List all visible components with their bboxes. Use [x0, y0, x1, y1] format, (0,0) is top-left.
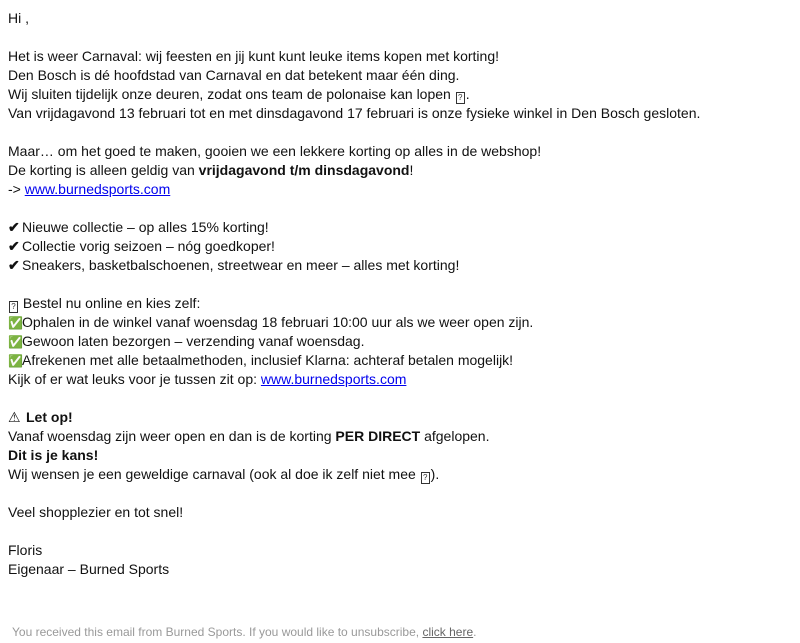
- spacer: [8, 389, 792, 408]
- unsubscribe-link[interactable]: click here: [422, 625, 474, 639]
- offer-link-line: [8, 180, 792, 199]
- look-line: [8, 370, 792, 389]
- spacer: [8, 484, 792, 503]
- offer-line-2: [8, 161, 792, 180]
- spacer: [8, 522, 792, 541]
- intro-line-3: [8, 85, 792, 104]
- bullet-text: Nieuwe collectie – op alles 15% korting!: [22, 219, 269, 235]
- notice-line-1-post: afgelopen.: [420, 428, 490, 444]
- notice-heading-text: Let op!: [26, 409, 73, 425]
- notice-line-3-pre: Wij wensen je een geweldige carnaval (ook al doe ik zelf niet mee: [8, 466, 420, 482]
- notice-chance: Dit is je kans!: [8, 447, 99, 463]
- offer-line-2-pre: De korting is alleen geldig van: [8, 162, 199, 178]
- spacer: [8, 28, 792, 47]
- missing-emoji-icon: ?: [421, 472, 430, 484]
- order-item: [8, 351, 792, 370]
- email-body: [8, 9, 792, 579]
- intro-line-1: Het is weer Carnaval: wij feesten en jij kunt kunt leuke items kopen met korting!: [8, 48, 500, 64]
- intro-line-4: Van vrijdagavond 13 februari tot en met dinsdagavond 17 februari is onze fysieke winkel in Den Bosch gesloten.: [8, 105, 701, 121]
- notice-line-2: [8, 446, 792, 465]
- offer-line-2-post: !: [409, 162, 414, 178]
- unsubscribe-footer: [12, 624, 476, 640]
- intro-line-3-end: .: [465, 86, 470, 102]
- spacer: [8, 199, 792, 218]
- notice-line-1: [8, 427, 792, 446]
- bullet-item: [8, 256, 792, 275]
- notice-line-3-post: ).: [430, 466, 440, 482]
- missing-emoji-icon: ?: [9, 301, 18, 313]
- footer-text: You received this email from Burned Sports. If you would like to unsubscribe,: [12, 625, 423, 639]
- footer-end: .: [473, 625, 477, 639]
- bullet-item: [8, 237, 792, 256]
- check-box-icon: ✅: [8, 335, 23, 349]
- webshop-link[interactable]: www.burnedsports.com: [260, 371, 407, 387]
- bullet-item: [8, 218, 792, 237]
- checkmark-icon: ✔: [8, 219, 20, 235]
- spacer: [8, 275, 792, 294]
- order-item: [8, 313, 792, 332]
- intro-line-3-text: Wij sluiten tijdelijk onze deuren, zodat ons team de polonaise kan lopen: [8, 86, 455, 102]
- order-item: [8, 332, 792, 351]
- order-item-text: Ophalen in de winkel vanaf woensdag 18 februari 10:00 uur als we weer open zijn.: [22, 314, 534, 330]
- notice-line-3: [8, 465, 792, 484]
- order-heading: [8, 294, 792, 313]
- webshop-link[interactable]: www.burnedsports.com: [24, 181, 171, 197]
- offer-period: vrijdagavond t/m dinsdagavond: [198, 162, 410, 178]
- check-box-icon: ✅: [8, 316, 23, 330]
- warning-icon: ⚠: [8, 409, 21, 425]
- signature-name: Floris: [8, 542, 43, 558]
- notice-line-1-pre: Vanaf woensdag zijn weer open en dan is de korting: [8, 428, 336, 444]
- bullet-text: Sneakers, basketbalschoenen, streetwear en meer – alles met korting!: [22, 257, 460, 273]
- intro-line-2: Den Bosch is dé hoofdstad van Carnaval en dat betekent maar één ding.: [8, 67, 460, 83]
- bullet-text: Collectie vorig seizoen – nóg goedkoper!: [22, 238, 275, 254]
- order-heading-text: Bestel nu online en kies zelf:: [19, 295, 201, 311]
- checkmark-icon: ✔: [8, 238, 20, 254]
- closing-line: Veel shopplezier en tot snel!: [8, 504, 184, 520]
- look-text: Kijk of er wat leuks voor je tussen zit op:: [8, 371, 261, 387]
- checkmark-icon: ✔: [8, 257, 20, 273]
- spacer: [8, 123, 792, 142]
- greeting: Hi ,: [8, 10, 29, 26]
- notice-emphasis: PER DIRECT: [335, 428, 421, 444]
- notice-heading: [8, 408, 792, 427]
- offer-line-1: Maar… om het goed te maken, gooien we een lekkere korting op alles in de webshop!: [8, 143, 542, 159]
- order-item-text: Afrekenen met alle betaalmethoden, inclusief Klarna: achteraf betalen mogelijk!: [22, 352, 514, 368]
- signature-role: Eigenaar – Burned Sports: [8, 561, 170, 577]
- arrow-text: ->: [8, 181, 25, 197]
- missing-emoji-icon: ?: [456, 92, 465, 104]
- check-box-icon: ✅: [8, 354, 23, 368]
- order-item-text: Gewoon laten bezorgen – verzending vanaf woensdag.: [22, 333, 365, 349]
